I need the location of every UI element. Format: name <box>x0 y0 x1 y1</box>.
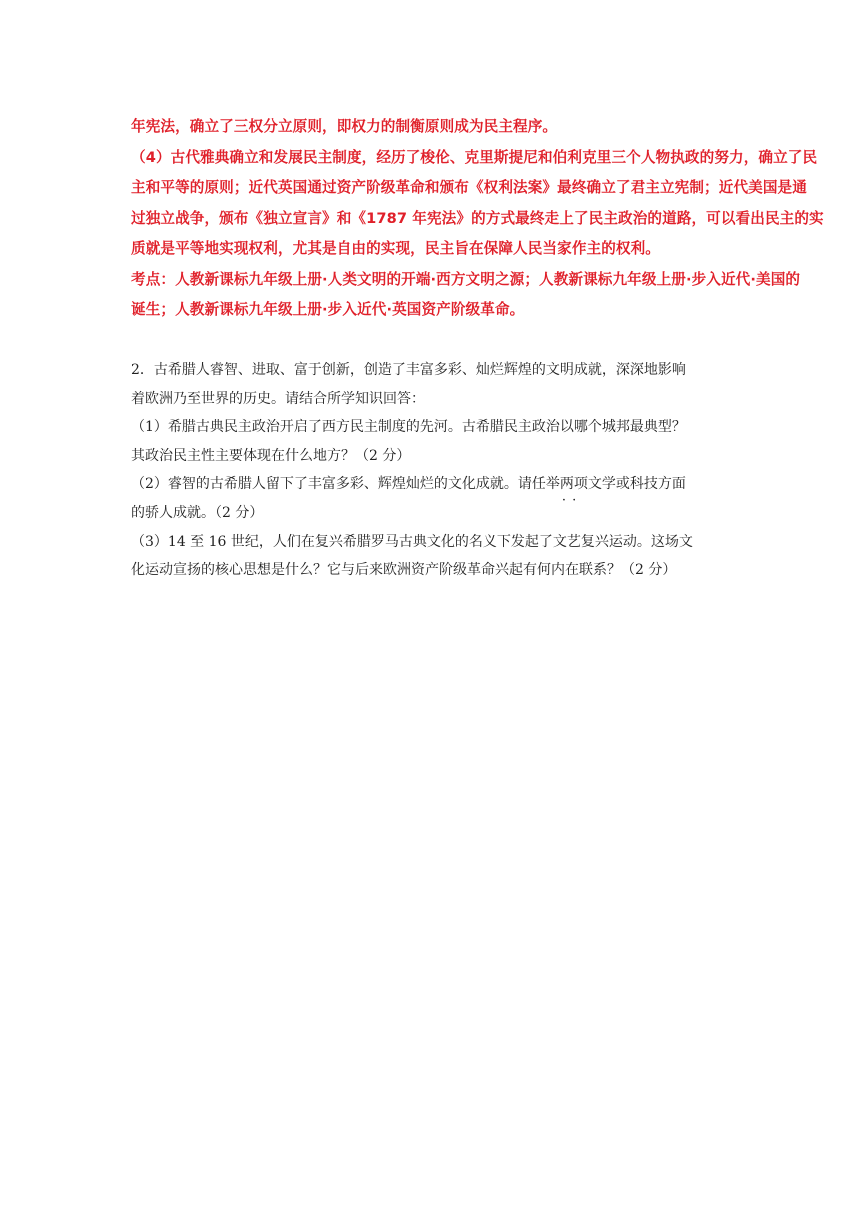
answer-line: 过独立战争，颁布《独立宣言》和《1787 年宪法》的方式最终走上了民主政治的道路，可以看出民主的实 <box>131 209 824 227</box>
question-stem-line: 着欧洲乃至世界的历史。请结合所学知识回答： <box>131 390 425 407</box>
answer-line: （4）古代雅典确立和发展民主制度，经历了梭伦、克里斯提尼和伯利克里三个人物执政的努力，确立了民 <box>131 148 818 166</box>
sub-question-1-cont: 其政治民主性主要体现在什么地方？（2 分） <box>131 447 411 464</box>
sub-question-2-text: （2）睿智的古希腊人留下了丰富多彩、辉煌灿烂的文化成就。请任举 <box>131 476 560 493</box>
sub-question-1: （1）希腊古典民主政治开启了西方民主制度的先河。古希腊民主政治以哪个城邦最典型？ <box>131 419 686 436</box>
sub-question-2 <box>131 470 771 499</box>
exam-point-line: 诞生；人教新课标九年级上册·步入近代·英国资产阶级革命。 <box>131 301 525 318</box>
emphasis-two-items: 两项 · · <box>560 476 588 492</box>
sub-question-2-cont: 的骄人成就。（2 分） <box>131 504 264 521</box>
question-stem-line: 2．古希腊人睿智、进取、富于创新，创造了丰富多彩、灿烂辉煌的文明成就，深深地影响 <box>131 362 686 378</box>
answer-line: 年宪法，确立了三权分立原则，即权力的制衡原则成为民主程序。 <box>131 118 558 135</box>
exam-point-line: 考点：人教新课标九年级上册·人类文明的开端·西方文明之源；人教新课标九年级上册·步入近代·美国的 <box>131 270 801 288</box>
sub-question-3: （3）14 至 16 世纪，人们在复兴希腊罗马古典文化的名义下发起了文艺复兴运动。这场文 <box>131 533 693 550</box>
question-2 <box>131 356 771 585</box>
answer-explanation <box>131 112 843 326</box>
answer-line: 主和平等的原则；近代英国通过资产阶级革命和颁布《权利法案》最终确立了君主立宪制；近代美国是通 <box>131 179 807 196</box>
answer-line: 质就是平等地实现权利，尤其是自由的实现，民主旨在保障人民当家作主的权利。 <box>131 240 660 257</box>
sub-question-3-cont: 化运动宣扬的核心思想是什么？它与后来欧洲资产阶级革命兴起有何内在联系？（2 分） <box>131 562 677 579</box>
sub-question-2-text-end: 文学或科技方面 <box>587 476 686 493</box>
